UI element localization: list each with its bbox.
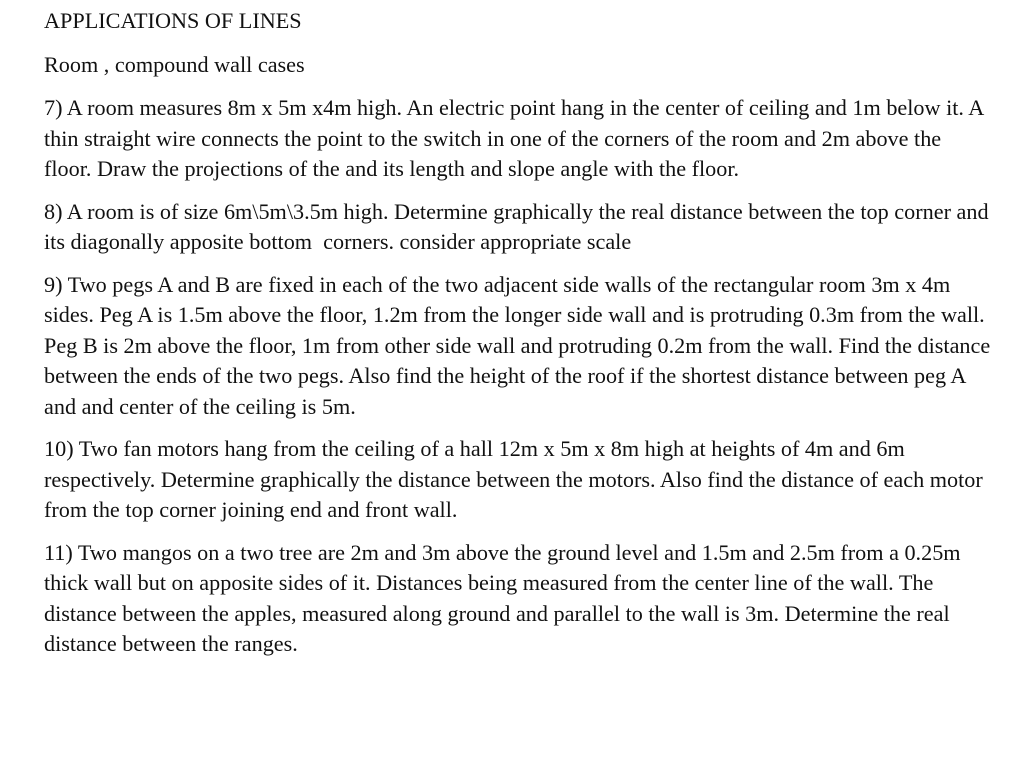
problem-10: 10) Two fan motors hang from the ceiling of a hall 12m x 5m x 8m high at heights of 4m and 6m respectively. Determine graphically the distance between the motors. Also find the distance of each motor from the top corner joining end and front wall. xyxy=(44,436,989,522)
problem-7: 7) A room measures 8m x 5m x4m high. An electric point hang in the center of ceiling and 1m below it. A thin straight wire connects the point to the switch in one of the corners of the room and 2m above the floor. Draw the projections of the and its length and slope angle with the floor. xyxy=(44,95,989,181)
slide-content xyxy=(44,6,994,672)
page-title: APPLICATIONS OF LINES xyxy=(44,8,302,33)
page-subtitle: Room , compound wall cases xyxy=(44,51,305,77)
problem-11: 11) Two mangos on a two tree are 2m and 3m above the ground level and 1.5m and 2.5m from a 0.25m thick wall but on apposite sides of it. Distances being measured from the center line of the wall. The distance between the apples, measured along ground and parallel to the wall is 3m. Determine the real distance between the ranges. xyxy=(44,539,967,656)
problem-9: 9) Two pegs A and B are fixed in each of the two adjacent side walls of the rectangular room 3m x 4m sides. Peg A is 1.5m above the floor, 1.2m from the longer side wall and is protruding 0.3m from the wall. Peg B is 2m above the floor, 1m from other side wall and protruding 0.2m from the wall. Find the distance between the ends of the two pegs. Also find the height of the roof if the shortest distance between peg A and and center of the ceiling is 5m. xyxy=(44,271,996,419)
problem-8: 8) A room is of size 6m\5m\3.5m high. Determine graphically the real distance between the top corner and its diagonally apposite bottom corners. consider appropriate scale xyxy=(44,198,995,254)
